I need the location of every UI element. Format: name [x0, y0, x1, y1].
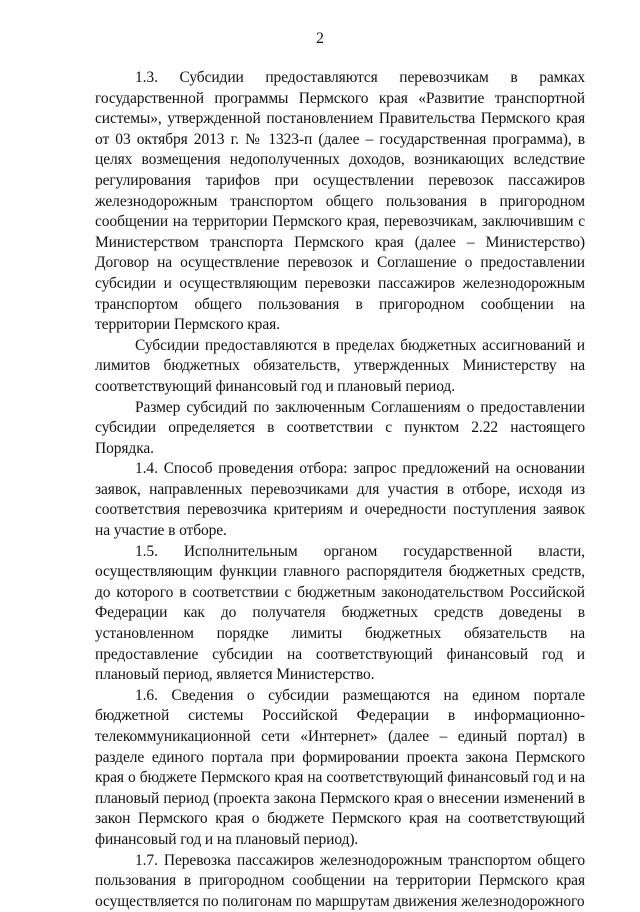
paragraph-1-5: 1.5. Исполнительным органом государственной власти, осуществляющим функции главного распорядителя бюджетных средств, до которого в соответствии с бюджетным законодательством Российской Федерации как до получателя бюджетных средств доведены в установленном порядке лимиты бюджетных обязательств на предоставление субсидии на соответствующий финансовый год и плановый период, является Министерство. [95, 542, 585, 684]
paragraph-subsidy-amount: Размер субсидий по заключенным Соглашениям о предоставлении субсидии определяется в соответствии с пунктом 2.22 настоящего Порядка. [95, 398, 585, 457]
paragraph-1-3: 1.3. Субсидии предоставляются перевозчикам в рамках государственной программы Пермского края «Развитие транспортной системы», утвержденной постановлением Правительства Пермского края от 03 октября 2013 г. № 1323-п (далее – государственная программа), в целях возмещения недополученных доходов, возникающих вследствие регулирования тарифов при осуществлении перевозок пассажиров железнодорожным транспортом общего пользования в пригородном сообщении на территории Пермского края, перевозчикам, заключившим с Министерством транспорта Пермского края (далее – Министерство) Договор на осуществление перевозок и Соглашение о предоставлении субсидии и осуществляющим перевозки пассажиров железнодорожным транспортом общего пользования в пригородном сообщении на территории Пермского края. [95, 69, 585, 334]
paragraph-1-6: 1.6. Сведения о субсидии размещаются на едином портале бюджетной системы Российской Федерации в информационно-телекоммуникационной сети «Интернет» (далее – единый портал) в разделе единого портала при формировании проекта закона Пермского края о бюджете Пермского края на соответствующий финансовый год и на плановый период (проекта закона Пермского края о внесении изменений в закон Пермского края о бюджете Пермского края на соответствующий финансовый год и на плановый период). [95, 686, 585, 848]
paragraph-subsidy-limits: Субсидии предоставляются в пределах бюджетных ассигнований и лимитов бюджетных обязательств, утвержденных Министерству на соответствующий финансовый год и плановый период. [95, 336, 585, 395]
paragraph-1-7: 1.7. Перевозка пассажиров железнодорожным транспортом общего пользования в пригородном сообщении на территории Пермского края осуществляется по полигонам по маршрутам движения железнодорожного [95, 851, 585, 910]
paragraph-1-4: 1.4. Способ проведения отбора: запрос предложений на основании заявок, направленных перевозчиками для участия в отборе, исходя из соответствия перевозчика критериям и очередности поступления заявок на участие в отборе. [95, 460, 585, 540]
page-number: 2 [316, 30, 324, 47]
document-body [95, 68, 585, 912]
